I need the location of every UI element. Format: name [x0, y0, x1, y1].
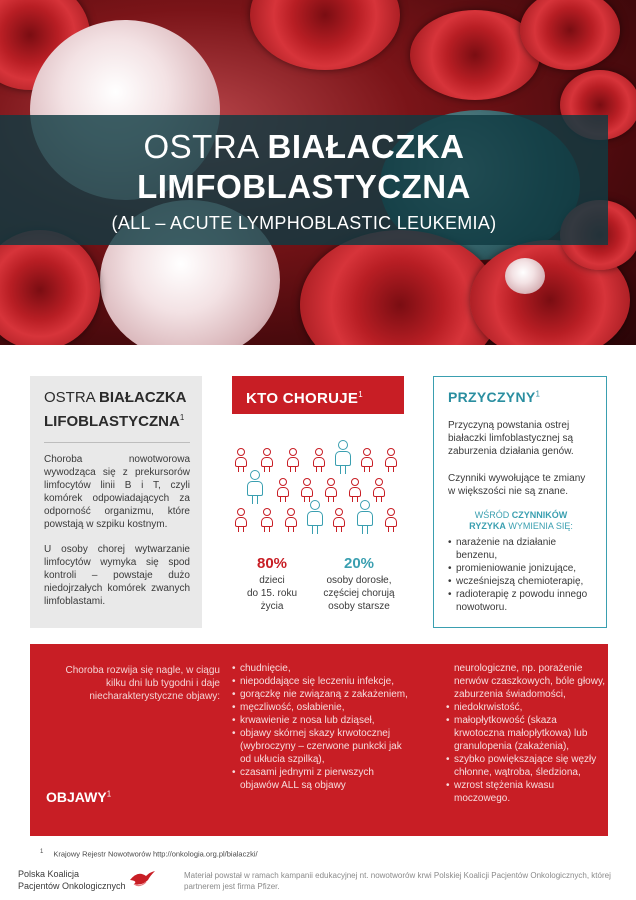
logo-line-1: Polska Koalicja [18, 869, 80, 879]
stat-label: dzieci [259, 575, 285, 586]
bird-logo-icon [128, 868, 156, 890]
child-icon [360, 448, 374, 472]
symptoms-heading-text: OBJAWY [46, 789, 107, 805]
list-item-continued: neurologiczne, np. porażenie nerwów czaszkowych, bóle głowy, zaburzenia świadomości, [454, 663, 605, 700]
causes-paragraph-1: Przyczyną powstania ostrej białaczki limfoblastycznej są zaburzenia działania genów. [448, 420, 574, 457]
risk-bold1: CZYNNIKÓW [511, 510, 568, 520]
stat-percent: 80% [256, 555, 288, 572]
definition-heading-bold2: LIFOBLASTYCZNA [44, 413, 180, 430]
logo-line-2: Pacjentów Onkologicznych [18, 881, 126, 891]
causes-heading-text: PRZYCZYNY [448, 389, 536, 405]
white-blood-cell [505, 258, 545, 294]
page-title [0, 127, 608, 237]
who-heading-text: KTO CHORUJE [246, 390, 359, 407]
hero-image [0, 0, 636, 345]
people-pictogram [232, 440, 404, 540]
symptoms-heading [46, 789, 111, 805]
red-blood-cell [250, 0, 400, 70]
list-item: • wcześniejszą chemioterapię, [448, 575, 594, 588]
child-icon [372, 478, 386, 502]
symptoms-panel [30, 644, 608, 836]
child-icon [348, 478, 362, 502]
list-item: • wzrost stężenia kwasu moczowego. [446, 779, 606, 805]
stat-label: osoby starsze [328, 601, 390, 612]
risk-bold2: RYZYKA [469, 521, 506, 531]
definition-box [30, 376, 202, 628]
title-bold: BIAŁACZKA [267, 128, 465, 165]
footnote-ref: 1 [106, 789, 112, 799]
symptoms-intro: Choroba rozwija się nagle, w ciągu kilku dni lub tygodni i daje niecharakterystyczne objawy: [65, 665, 220, 702]
list-item: • narażenie na działanie benzenu, [448, 536, 594, 562]
child-icon [234, 448, 248, 472]
red-blood-cell [0, 230, 100, 345]
footer-note: Materiał powstał w ramach kampanii edukacyjnej nt. nowotworów krwi Polskiej Koalicji Pacjentów Onkologicznych, której partnerem jest firma Pfizer. [184, 871, 611, 891]
child-icon [384, 508, 398, 532]
child-icon [260, 508, 274, 532]
stat-label: do 15. roku [246, 588, 298, 599]
title-plain: OSTRA [143, 128, 268, 165]
adult-icon [356, 500, 374, 534]
child-icon [276, 478, 290, 502]
logo [18, 868, 168, 896]
symptoms-list-2 [446, 662, 606, 805]
risk-factors-list [448, 536, 594, 614]
child-icon [284, 508, 298, 532]
child-icon [384, 448, 398, 472]
footnote-ref: 1 [535, 389, 541, 399]
child-icon [324, 478, 338, 502]
definition-heading-plain: OSTRA [44, 389, 100, 406]
definition-heading-bold1: BIAŁACZKA [99, 389, 187, 406]
footnote-ref: 1 [179, 413, 185, 422]
list-item: • czasami jednymi z pierwszych objawów ALL są objawy [232, 766, 412, 792]
definition-paragraph-2: U osoby chorej wytwarzanie limfocytów wymyka się spod kontroli – powstaje dużo niedojrzałych komórek zwanych limfoblastami. [44, 544, 190, 607]
list-item: • małopłytkowość (skaza krwotoczna małopłytkowa) lub granulopenia (zakażenia), [446, 714, 606, 753]
child-icon [286, 448, 300, 472]
footnote-text: Krajowy Rejestr Nowotworów http://onkologia.org.pl/bialaczki/ [53, 849, 258, 859]
who-heading [232, 376, 404, 414]
child-icon [234, 508, 248, 532]
risk-pre: WŚRÓD [474, 510, 512, 520]
causes-heading [448, 389, 594, 405]
stat-label: życia [260, 601, 284, 612]
child-icon [332, 508, 346, 532]
causes-paragraph-2: Czynniki wywołujące te zmiany w większości nie są znane. [448, 473, 586, 497]
stat-label: częściej chorują [323, 588, 395, 599]
footnote [40, 849, 258, 859]
adult-icon [334, 440, 352, 474]
list-item: • niepoddające się leczeniu infekcje, [232, 675, 412, 688]
subtitle: (ALL – ACUTE LYMPHOBLASTIC LEUKEMIA) [111, 213, 497, 233]
footnote-ref: 1 [358, 390, 363, 399]
child-icon [300, 478, 314, 502]
adult-icon [306, 500, 324, 534]
divider [44, 442, 190, 443]
list-item: • radioterapię z powodu innego nowotworu. [448, 588, 594, 614]
definition-paragraph-1: Choroba nowotworowa wywodząca się z prekursorów limfocytów linii B i T, czyli komórek odpowiadających za odporność organizmu, które powstają w szpiku kostnym. [44, 454, 190, 530]
stat-label: osoby dorosłe, [326, 575, 392, 586]
list-item: • gorączkę nie związaną z zakażeniem, [232, 688, 412, 701]
list-item: • promieniowanie jonizujące, [448, 562, 594, 575]
symptoms-list-1 [232, 662, 412, 792]
definition-heading [44, 388, 190, 432]
list-item: • niedokrwistość, [446, 701, 606, 714]
list-item: • objawy skórnej skazy krwotocznej (wybroczyny – czerwone punkcki jak od ukłucia szpilką), [232, 727, 412, 766]
list-item: • chudnięcie, [232, 662, 412, 675]
stat-adults [314, 554, 404, 613]
adult-icon [246, 470, 264, 504]
causes-box [433, 376, 607, 628]
risk-post: WYMIENIA SIĘ: [505, 521, 573, 531]
child-icon [312, 448, 326, 472]
child-icon [260, 448, 274, 472]
title-line2: LIMFOBLASTYCZNA [137, 168, 471, 205]
list-item: • szybko powiększające się węzły chłonne, wątroba, śledziona, [446, 753, 606, 779]
list-item: • krwawienie z nosa lub dziąseł, [232, 714, 412, 727]
risk-factors-heading [448, 510, 594, 532]
stat-children [232, 554, 312, 613]
footnote-number: 1 [40, 849, 44, 855]
list-item: • męczliwość, osłabienie, [232, 701, 412, 714]
stat-percent: 20% [343, 555, 375, 572]
